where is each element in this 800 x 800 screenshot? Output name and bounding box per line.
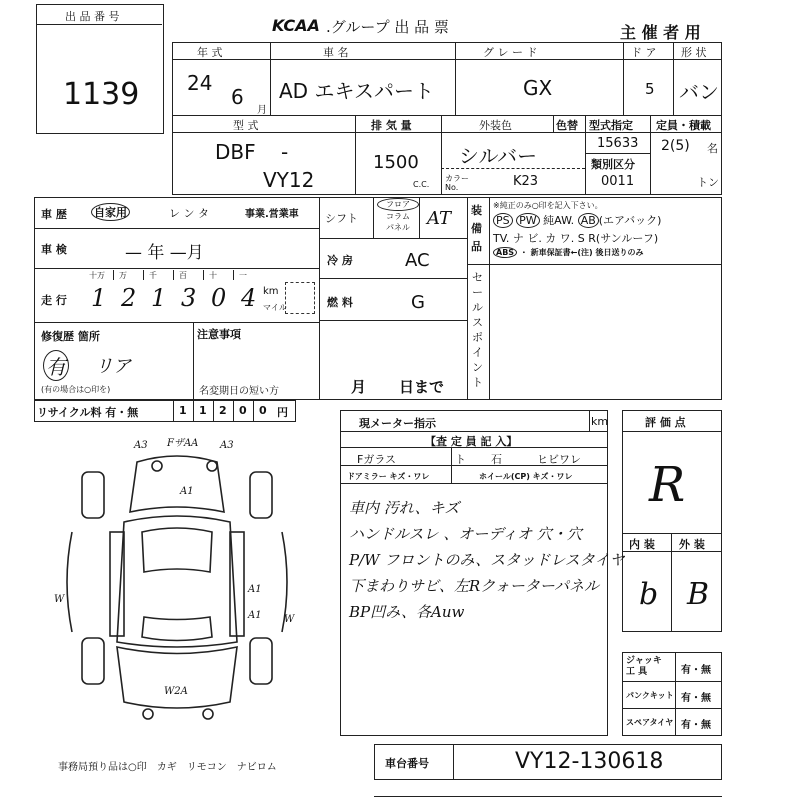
deadline-month: 月 [351, 378, 367, 396]
repair-note: リア [95, 356, 131, 377]
odometer-digit: 4 [241, 284, 257, 312]
recycle-digit: 2 [219, 404, 227, 417]
score-value: R [649, 457, 686, 513]
shift-panel: パネル [386, 223, 410, 232]
shift-options [377, 198, 419, 233]
ac-value: AC [405, 250, 430, 271]
displacement-label: 排 気 量 [371, 119, 412, 132]
shape-value: バン [679, 80, 719, 104]
inspector-notes [349, 495, 625, 625]
glass-chip: ト [455, 453, 466, 466]
ac-label: 冷 房 [327, 254, 353, 267]
inspector-note-line: BP凹み、各Auw [349, 603, 465, 621]
interior-label: 内 装 [629, 538, 655, 551]
recycle-digits [173, 401, 295, 421]
jack-label: ジャッキ 工 具 [626, 656, 662, 677]
deadline-day: 日まで [399, 378, 445, 396]
type-no: 15633 [597, 136, 639, 151]
spare-label: スペアタイヤ [626, 718, 674, 727]
exterior-score: B [687, 577, 710, 612]
equip-aw: 純AW. [543, 214, 575, 227]
odometer-header: 千 [149, 271, 157, 280]
mark-w-right: W [284, 614, 295, 625]
mark-w-left: W [54, 594, 65, 605]
mark-a1-door2: A1 [248, 610, 262, 621]
capacity-value: 2(5) [661, 138, 690, 154]
odometer-digit: 3 [181, 284, 197, 312]
rental-option: レ ン タ [169, 207, 209, 220]
recycle-label: リサイクル料 有・無 [37, 406, 139, 419]
class-no: 0011 [601, 174, 635, 189]
equip-ps: PS [493, 213, 513, 228]
month-value: 6 [231, 85, 244, 109]
equip-ab: AB [578, 213, 599, 228]
bottom-line [374, 796, 722, 797]
equipment-note: ※純正のみ○印を記入下さい。 [493, 201, 603, 210]
copy-label: 主 催 者 用 [620, 23, 701, 42]
equip-pw: PW [516, 213, 540, 228]
name-label: 車 名 [323, 46, 349, 59]
spec-row [172, 115, 722, 195]
recycle-digit: 0 [259, 404, 267, 417]
meter-label: 現メーター指示 [359, 417, 436, 430]
displacement-value: 1500 [373, 152, 419, 173]
interior-score: b [639, 577, 659, 612]
vehicle-row [172, 42, 722, 116]
equipment-label: 装 備 品 [471, 204, 482, 253]
repair-label: 修復歴 箇所 [41, 330, 100, 343]
inspector-box [340, 410, 625, 736]
km-unit: km [263, 286, 279, 297]
capacity-unit: 名 [707, 142, 718, 155]
capacity-label: 定員・積載 [656, 119, 711, 132]
doors-value: 5 [645, 80, 655, 98]
fuel-value: G [411, 292, 425, 313]
inspection-label: 車 検 [41, 243, 67, 256]
sales-point-label: セールスポイント [472, 271, 483, 389]
equip-abs: ABS [493, 247, 517, 258]
recycle-digit: 1 [199, 404, 207, 417]
odometer-digit: 0 [211, 284, 227, 312]
glass-label: Fガラス [357, 453, 396, 466]
glass-stone: 石 [491, 453, 502, 466]
mirror-label: ドアミラー キズ・ワレ [347, 472, 430, 481]
spare-value: 有・無 [681, 720, 711, 731]
inspector-note-line: ハンドルスレ 、オーディオ 穴・穴 [349, 525, 582, 543]
inspection-value: — 年 —月 [125, 243, 204, 263]
equipment-line1 [493, 212, 661, 228]
door-label: ド ア [631, 46, 657, 59]
shift-value: AT [427, 208, 452, 229]
model-code: VY12 [263, 168, 315, 192]
business-option: 事業.営業車 [245, 209, 299, 220]
odometer-header: 十万 [89, 271, 105, 280]
shift-floor: フロア [377, 198, 419, 211]
type-label: 型式指定 [589, 119, 633, 132]
glass-crack: ヒビワレ [537, 453, 581, 466]
mark-a3-right: A3 [220, 440, 234, 451]
repair-value: 有 [43, 350, 69, 381]
mark-a3-left: A3 [134, 440, 148, 451]
car-diagram [52, 432, 302, 732]
odometer-header: 百 [179, 271, 187, 280]
deadline-label: 名変期日の短い方 [199, 386, 279, 397]
recycle-unit: 円 [277, 406, 288, 419]
chassis-label: 車台番号 [385, 757, 429, 770]
odometer-digits [83, 270, 263, 322]
lot-label: 出 品 番 号 [65, 10, 120, 23]
caution-label: 注意事項 [197, 328, 241, 341]
color-change-label: 色替 [556, 119, 578, 132]
mark-a1-door1: A1 [248, 584, 262, 595]
shape-label: 形 状 [681, 46, 707, 59]
year-value: 24 [187, 71, 213, 95]
recycle-digit: 1 [179, 404, 187, 417]
puncture-value: 有・無 [681, 693, 711, 704]
mark-a1-hood: A1 [180, 486, 194, 497]
shift-label: シフト [325, 212, 358, 225]
equipment-line3 [493, 247, 643, 258]
cc-unit: C.C. [413, 180, 430, 189]
odometer-digit: 2 [121, 284, 137, 312]
inspector-note-line: 車内 汚れ、キズ [349, 499, 460, 517]
mileage-checkbox [285, 282, 315, 314]
chassis-value: VY12-130618 [515, 749, 664, 774]
color-value: シルバー [459, 144, 538, 168]
mark-front: FザAA [167, 438, 199, 449]
meter-km: km [591, 415, 609, 428]
odometer-header: 十 [209, 271, 217, 280]
class-label: 類別区分 [591, 158, 635, 171]
car-name: AD エキスパート [279, 79, 435, 103]
puncture-label: パンクキット [626, 691, 674, 700]
chassis-box [374, 744, 722, 780]
brand-logo: KCAA [272, 16, 320, 35]
color-no: K23 [513, 174, 539, 189]
history-block [34, 197, 722, 400]
odometer-digit: 1 [91, 284, 107, 312]
grade-label: グ レ ー ド [483, 46, 538, 59]
private-use-option: 自家用 [91, 203, 130, 221]
color-no-label: カラー No. [445, 174, 469, 192]
mileage-label: 走 行 [41, 294, 67, 307]
inspector-note-line: 下まわりサビ、左Rクォーターパネル [349, 577, 599, 595]
score-box [622, 410, 722, 632]
exterior-label: 外 装 [679, 538, 705, 551]
inspector-note-line: P/W フロントのみ、スタッドレスタイヤ [349, 551, 625, 569]
model-prefix: DBF [215, 140, 256, 164]
office-items: 事務局預り品は○印 カギ リモコン ナビロム [58, 762, 277, 773]
model-dash: - [281, 140, 289, 164]
jack-value: 有・無 [681, 665, 711, 676]
equipment-line2: TV. ナ ビ. カ ワ. S R(サンルーフ) [493, 232, 659, 245]
score-label: 評 価 点 [645, 416, 686, 429]
ton-unit: トン [697, 176, 719, 189]
tools-box [622, 652, 722, 736]
recycle-digit: 0 [239, 404, 247, 417]
wheel-label: ホイール(CP) キズ・ワレ [479, 472, 573, 481]
mile-unit: マイル [263, 303, 287, 312]
recycle-box [34, 400, 296, 422]
odometer-digit: 1 [151, 284, 167, 312]
odometer-header: 一 [239, 271, 247, 280]
mark-w2a-rear: W2A [164, 686, 188, 697]
lot-box [36, 4, 164, 134]
repair-foot: (有の場合は○印を) [41, 385, 111, 394]
model-label: 型 式 [233, 119, 259, 132]
equip-warranty: ・ 新車保証書←(注) 後日送りのみ [519, 248, 644, 257]
odometer-header: 万 [119, 271, 127, 280]
shift-column: コラム [386, 212, 410, 221]
year-label: 年 式 [197, 46, 223, 59]
equip-ab-note: (エアバック) [598, 214, 662, 227]
fuel-label: 燃 料 [327, 296, 353, 309]
page-title: .グループ 出 品 票 [326, 18, 449, 36]
month-unit: 月 [257, 105, 267, 116]
history-label: 車 歴 [41, 208, 67, 221]
grade-value: GX [523, 76, 553, 100]
inspector-title: 【査 定 員 記 入】 [425, 435, 518, 448]
color-label: 外装色 [479, 119, 512, 132]
lot-number: 1139 [63, 77, 140, 112]
